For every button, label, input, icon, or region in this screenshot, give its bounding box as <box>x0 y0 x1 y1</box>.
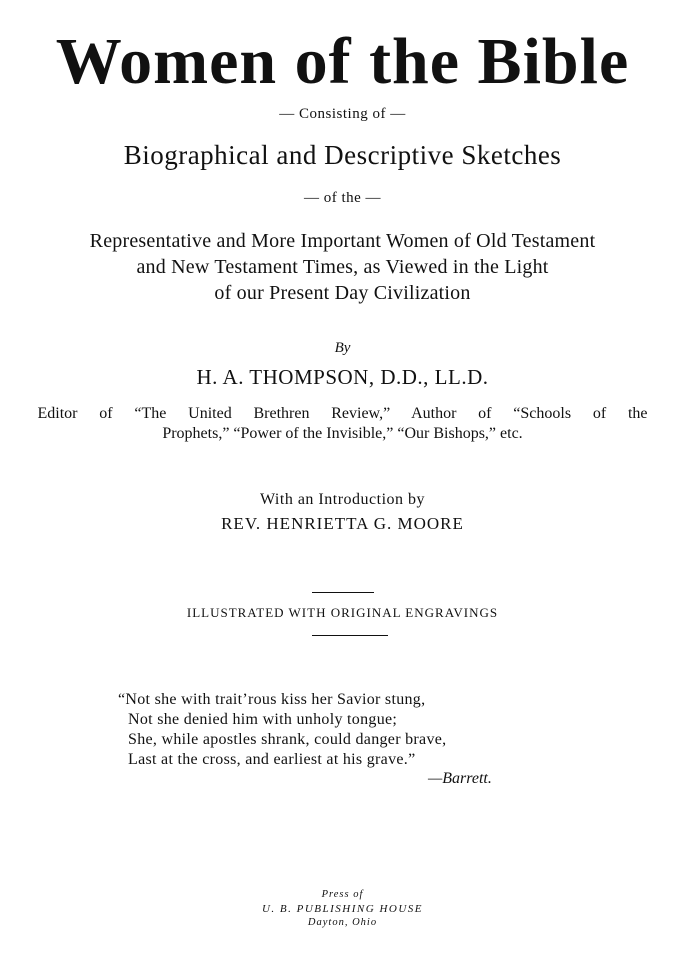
book-subtitle: Biographical and Descriptive Sketches <box>123 140 562 170</box>
poem-line-3: She, while apostles shrank, could danger brave, <box>128 731 447 748</box>
introduction-label: With an Introduction by <box>259 491 426 508</box>
imprint-label: Press of <box>321 889 364 900</box>
book-title: Women of the Bible <box>55 25 630 98</box>
description-line-1: Representative and More Important Women of Old Testament <box>89 230 596 252</box>
introduction-author: REV. HENRIETTA G. MOORE <box>221 514 464 533</box>
divider-top <box>312 592 374 593</box>
description-block <box>0 228 685 306</box>
poem-line-1: “Not she with trait’rous kiss her Savior stung, <box>118 691 426 708</box>
imprint-publisher: U. B. PUBLISHING HOUSE <box>261 903 423 915</box>
poem-line-2: Not she denied him with unholy tongue; <box>128 711 398 728</box>
imprint-location: Dayton, Ohio <box>307 917 378 928</box>
description-line-2: and New Testament Times, as Viewed in the Light <box>136 256 549 278</box>
poem-line-4: Last at the cross, and earliest at his grave.” <box>128 751 416 768</box>
connector-consisting-of: — Consisting of — <box>279 106 406 122</box>
author-credentials <box>0 404 685 444</box>
divider-bottom <box>312 635 388 636</box>
poem-attribution: —Barrett. <box>428 770 492 787</box>
connector-of-the: — of the — <box>303 190 382 206</box>
credentials-line-2: Prophets,” “Power of the Invisible,” “Our Bishops,” etc. <box>162 425 523 442</box>
imprint <box>0 888 685 930</box>
description-line-3: of our Present Day Civilization <box>214 282 471 304</box>
epigraph-poem <box>118 690 446 770</box>
author-name: H. A. THOMPSON, D.D., LL.D. <box>196 365 489 389</box>
credentials-line-1: Editor of “The United Brethren Review,” Author of “Schools of the <box>37 405 648 422</box>
by-label: By <box>334 340 351 356</box>
illustrated-note: ILLUSTRATED WITH ORIGINAL ENGRAVINGS <box>186 605 499 620</box>
introduction-block <box>0 488 685 536</box>
